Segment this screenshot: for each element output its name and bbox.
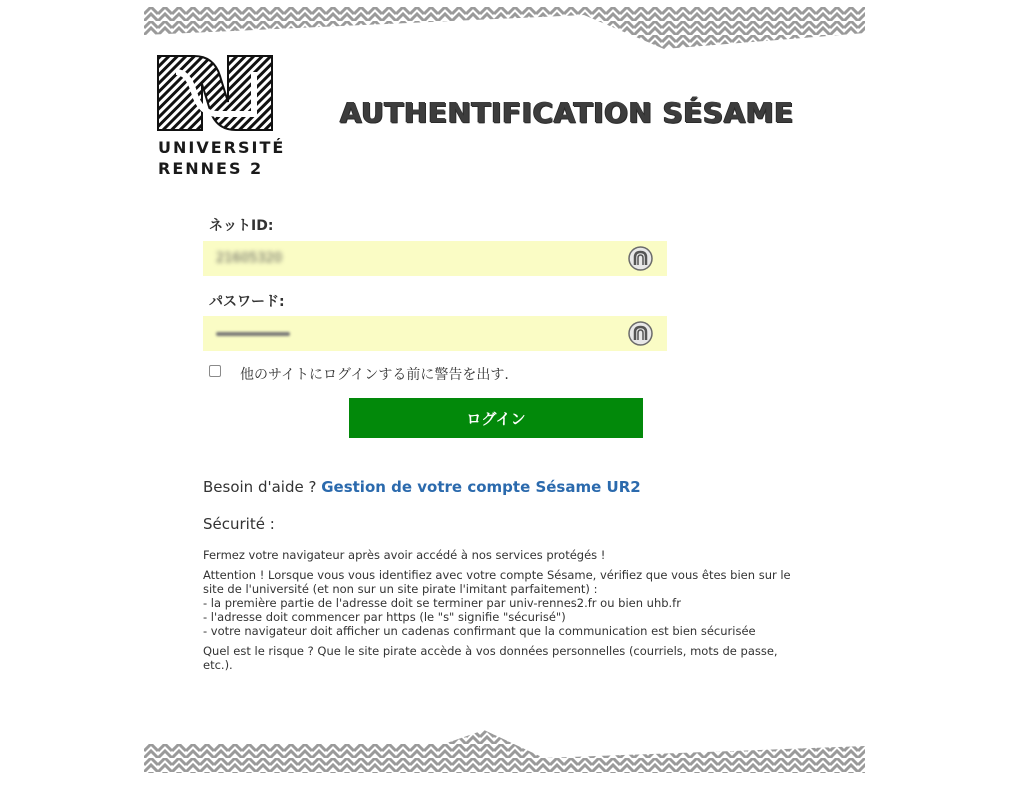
security-paragraph-1: Fermez votre navigateur après avoir accédé à nos services protégés ! xyxy=(203,548,606,562)
security-line: Attention ! Lorsque vous vous identifiez avec votre compte Sésame, vérifiez que vous êtes bien sur le xyxy=(203,568,791,582)
netid-label: ネットID: xyxy=(209,218,274,234)
security-paragraph-3 xyxy=(203,644,833,672)
login-button[interactable]: ログイン xyxy=(349,398,643,438)
warn-checkbox-label[interactable]: 他のサイトにログインする前に警告を出す. xyxy=(240,367,509,383)
security-title: Sécurité : xyxy=(203,515,275,533)
security-line: site de l'université (et non sur un site pirate l'imitant parfaitement) : xyxy=(203,582,598,596)
logo-text xyxy=(158,137,285,179)
rennes2-striped-n-icon xyxy=(154,52,276,134)
password-field[interactable] xyxy=(203,316,667,351)
logo-line-1: UNIVERSITÉ xyxy=(158,138,286,157)
help-line xyxy=(203,478,641,496)
netid-value: 21605320 xyxy=(216,251,283,266)
security-line: - l'adresse doit commencer par https (le "s" signifie "sécurisé") xyxy=(203,610,566,624)
page-title: AUTHENTIFICATION SÉSAME xyxy=(340,96,794,129)
netid-field[interactable] xyxy=(203,241,667,276)
security-line: - votre navigateur doit afficher un cadenas confirmant que la communication est bien sécurisée xyxy=(203,624,756,638)
logo-line-2: RENNES 2 xyxy=(158,159,264,178)
password-manager-icon[interactable] xyxy=(628,321,653,346)
help-prefix: Besoin d'aide ? xyxy=(203,478,322,496)
university-logo xyxy=(154,52,286,178)
security-paragraph-2 xyxy=(203,568,833,638)
password-manager-icon[interactable] xyxy=(628,246,653,271)
security-line: Quel est le risque ? Que le site pirate accède à vos données personnelles (courriels, mots de passe, xyxy=(203,644,778,658)
warn-checkbox[interactable] xyxy=(209,365,221,377)
decorative-top-band xyxy=(144,7,865,49)
security-notice xyxy=(203,548,833,678)
security-line: - la première partie de l'adresse doit se terminer par univ-rennes2.fr ou bien uhb.fr xyxy=(203,596,681,610)
password-masked-value xyxy=(216,332,290,336)
security-line: etc.). xyxy=(203,658,233,672)
password-label: パスワード: xyxy=(209,294,285,310)
account-management-link[interactable]: Gestion de votre compte Sésame UR2 xyxy=(321,478,641,496)
decorative-bottom-band xyxy=(144,730,865,773)
